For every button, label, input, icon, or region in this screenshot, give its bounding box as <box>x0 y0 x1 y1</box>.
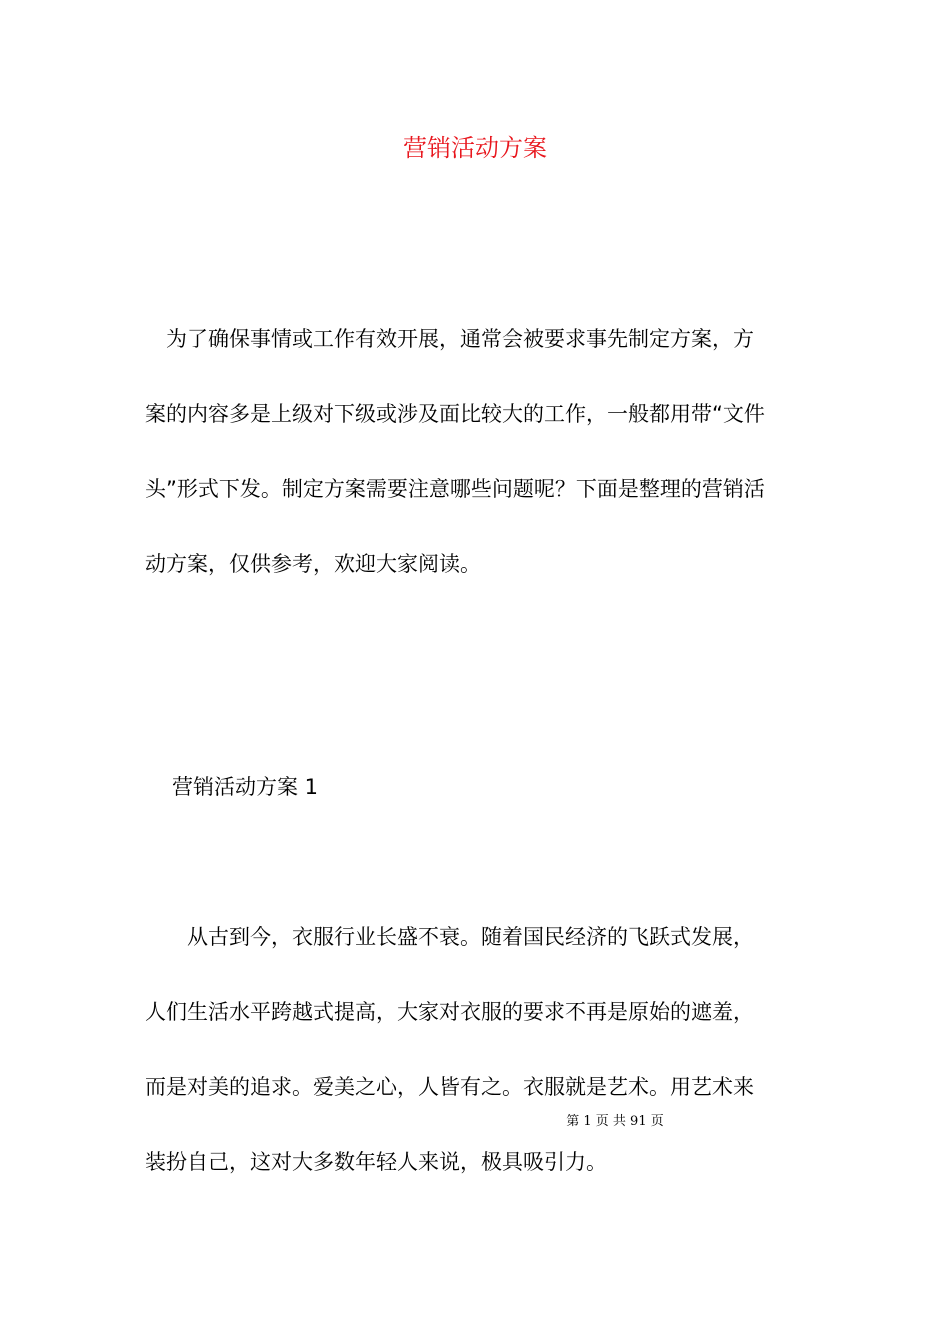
intro-line-4: 动方案，仅供参考，欢迎大家阅读。 <box>145 552 481 576</box>
section-line-1: 从古到今，衣服行业长盛不衰。随着国民经济的飞跃式发展， <box>145 925 754 949</box>
section-line-2: 人们生活水平跨越式提高，大家对衣服的要求不再是原始的遮羞， <box>145 1000 754 1024</box>
section-line-3: 而是对美的追求。爱美之心，人皆有之。衣服就是艺术。用艺术来 <box>145 1075 754 1099</box>
section-line-4: 装扮自己，这对大多数年轻人来说，极具吸引力。 <box>145 1150 607 1174</box>
page-number-footer: 第 1 页 共 91 页 <box>566 1114 664 1129</box>
document-title: 营销活动方案 <box>403 134 547 162</box>
intro-line-3: 头”形式下发。制定方案需要注意哪些问题呢？下面是整理的营销活 <box>145 477 765 501</box>
section-heading: 营销活动方案 1 <box>172 775 319 799</box>
intro-line-2: 案的内容多是上级对下级或涉及面比较大的工作，一般都用带“文件 <box>145 402 765 426</box>
intro-line-1: 为了确保事情或工作有效开展，通常会被要求事先制定方案，方 <box>145 327 754 351</box>
